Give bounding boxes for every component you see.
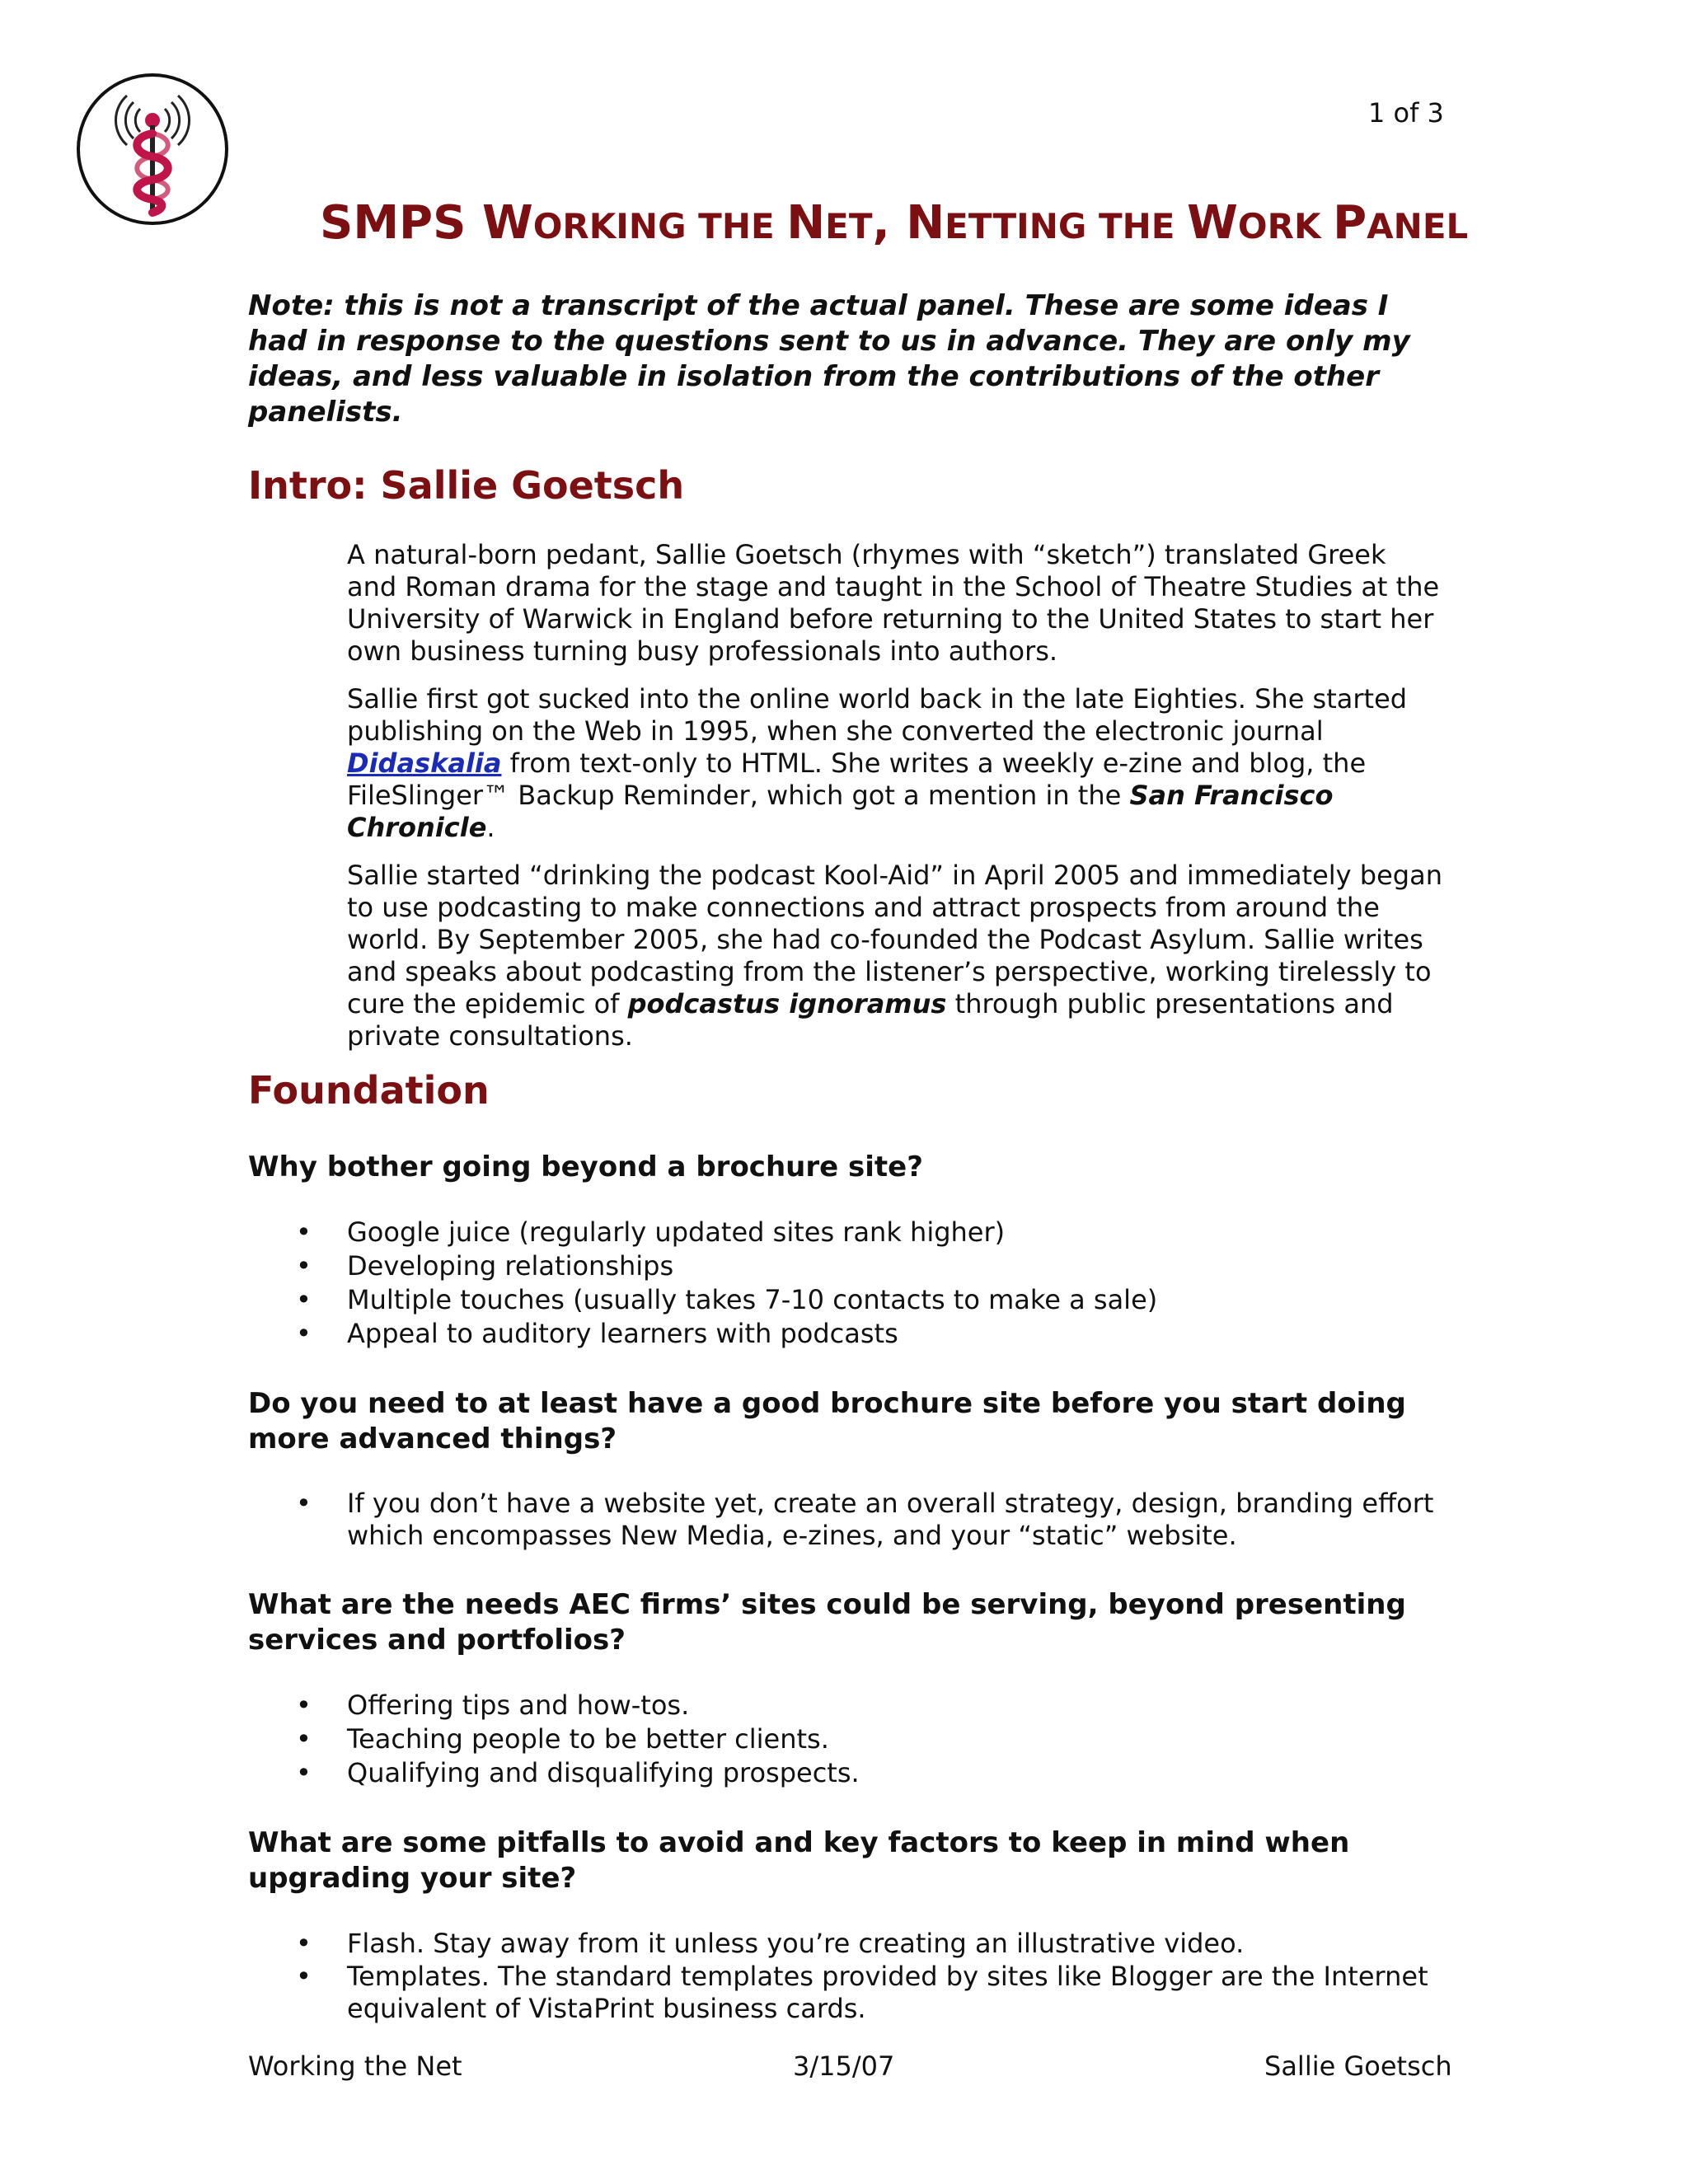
- didaskalia-link[interactable]: Didaskalia: [347, 748, 502, 779]
- question-1: Why bother going beyond a brochure site?: [248, 1151, 923, 1183]
- title-segment: ET: [825, 206, 873, 246]
- document-body: [248, 288, 1443, 2025]
- title-segment: ORK: [1237, 206, 1334, 246]
- question-3: What are the needs AEC firms’ sites could be serving, beyond presenting services and portfolios?: [248, 1588, 1406, 1657]
- document-title: [320, 196, 1468, 250]
- question-1-list: [248, 1216, 1443, 1351]
- list-item: • Flash. Stay away from it unless you’re creating an illustrative video.: [248, 1927, 1443, 1961]
- question-2-list: [248, 1488, 1443, 1552]
- list-item: • Templates. The standard templates provided by sites like Blogger are the Internet equivalent of VistaPrint business cards.: [248, 1961, 1443, 2025]
- page-number: 1 of 3: [1368, 97, 1444, 129]
- list-item: • If you don’t have a website yet, create an overall strategy, design, branding effort which encompasses New Media, e-zines, and your “static” website.: [248, 1488, 1443, 1552]
- title-segment: N: [786, 196, 826, 250]
- bio-paragraph-3: Sallie started “drinking the podcast Kool-Aid” in April 2005 and immediately began to use podcasting to make connections and attract prospects from around the world. By September 2005, she had co-founded the Podcast Asylum. Sallie writes and speaks about podcasting from the listener’s perspective, working tirelessly to cure the epidemic of podcastus ignoramus through public presentations and private consultations.: [347, 860, 1442, 1052]
- title-segment: ANEL: [1367, 206, 1469, 246]
- bio-section: [347, 539, 1443, 1052]
- list-item: • Appeal to auditory learners with podcasts: [248, 1317, 1443, 1351]
- title-segment: W: [1187, 196, 1238, 250]
- list-item: • Teaching people to be better clients.: [248, 1722, 1443, 1756]
- disclaimer-note: Note: this is not a transcript of the actual panel. These are some ideas I had in response to the questions sent to us in advance. They are only my ideas, and less valuable in isolation from the contributions of the other panelists.: [248, 289, 1410, 429]
- chronicle-title: San Francisco Chronicle: [347, 780, 1334, 843]
- footer-author: Sallie Goetsch: [1264, 2050, 1452, 2082]
- question-4-list: [248, 1927, 1443, 2025]
- list-item: • Qualifying and disqualifying prospects.: [248, 1756, 1443, 1790]
- list-item: • Multiple touches (usually takes 7-10 contacts to make a sale): [248, 1283, 1443, 1317]
- foundation-heading: Foundation: [248, 1068, 490, 1113]
- list-item: • Offering tips and how-tos.: [248, 1689, 1443, 1722]
- footer-date: 3/15/07: [793, 2050, 895, 2082]
- title-segment: ETTING THE: [945, 206, 1188, 246]
- question-2: Do you need to at least have a good brochure site before you start doing more advanced things?: [248, 1387, 1406, 1455]
- footer-left: Working the Net: [248, 2050, 462, 2082]
- title-segment: P: [1333, 196, 1367, 250]
- title-segment: ,: [872, 196, 907, 250]
- title-segment: N: [906, 196, 945, 250]
- bio-paragraph-1: A natural-born pedant, Sallie Goetsch (rhymes with “sketch”) translated Greek and Roman drama for the stage and taught in the School of Theatre Studies at the University of Warwick in England before returning to the United States to start her own business turning busy professionals into authors.: [347, 539, 1440, 667]
- list-item: • Developing relationships: [248, 1249, 1443, 1283]
- bio-paragraph-2: Sallie first got sucked into the online world back in the late Eighties. She started publishing on the Web in 1995, when she converted the electronic journal Didaskalia from text-only to HTML. She writes a weekly e-zine and blog, the FileSlinger™ Backup Reminder, which got a mention in the San Francisco Chronicle.: [347, 683, 1408, 843]
- podcast-caduceus-logo-icon: [74, 71, 231, 227]
- list-item: • Google juice (regularly updated sites rank higher): [248, 1216, 1443, 1249]
- question-3-list: [248, 1689, 1443, 1790]
- podcastus-term: podcastus ignoramus: [627, 988, 947, 1019]
- title-segment: ORKING THE: [532, 206, 787, 246]
- intro-heading: Intro: Sallie Goetsch: [248, 463, 685, 508]
- question-4: What are some pitfalls to avoid and key factors to keep in mind when upgrading your site?: [248, 1826, 1350, 1895]
- title-segment: W: [481, 196, 533, 250]
- title-segment: SMPS: [320, 196, 482, 250]
